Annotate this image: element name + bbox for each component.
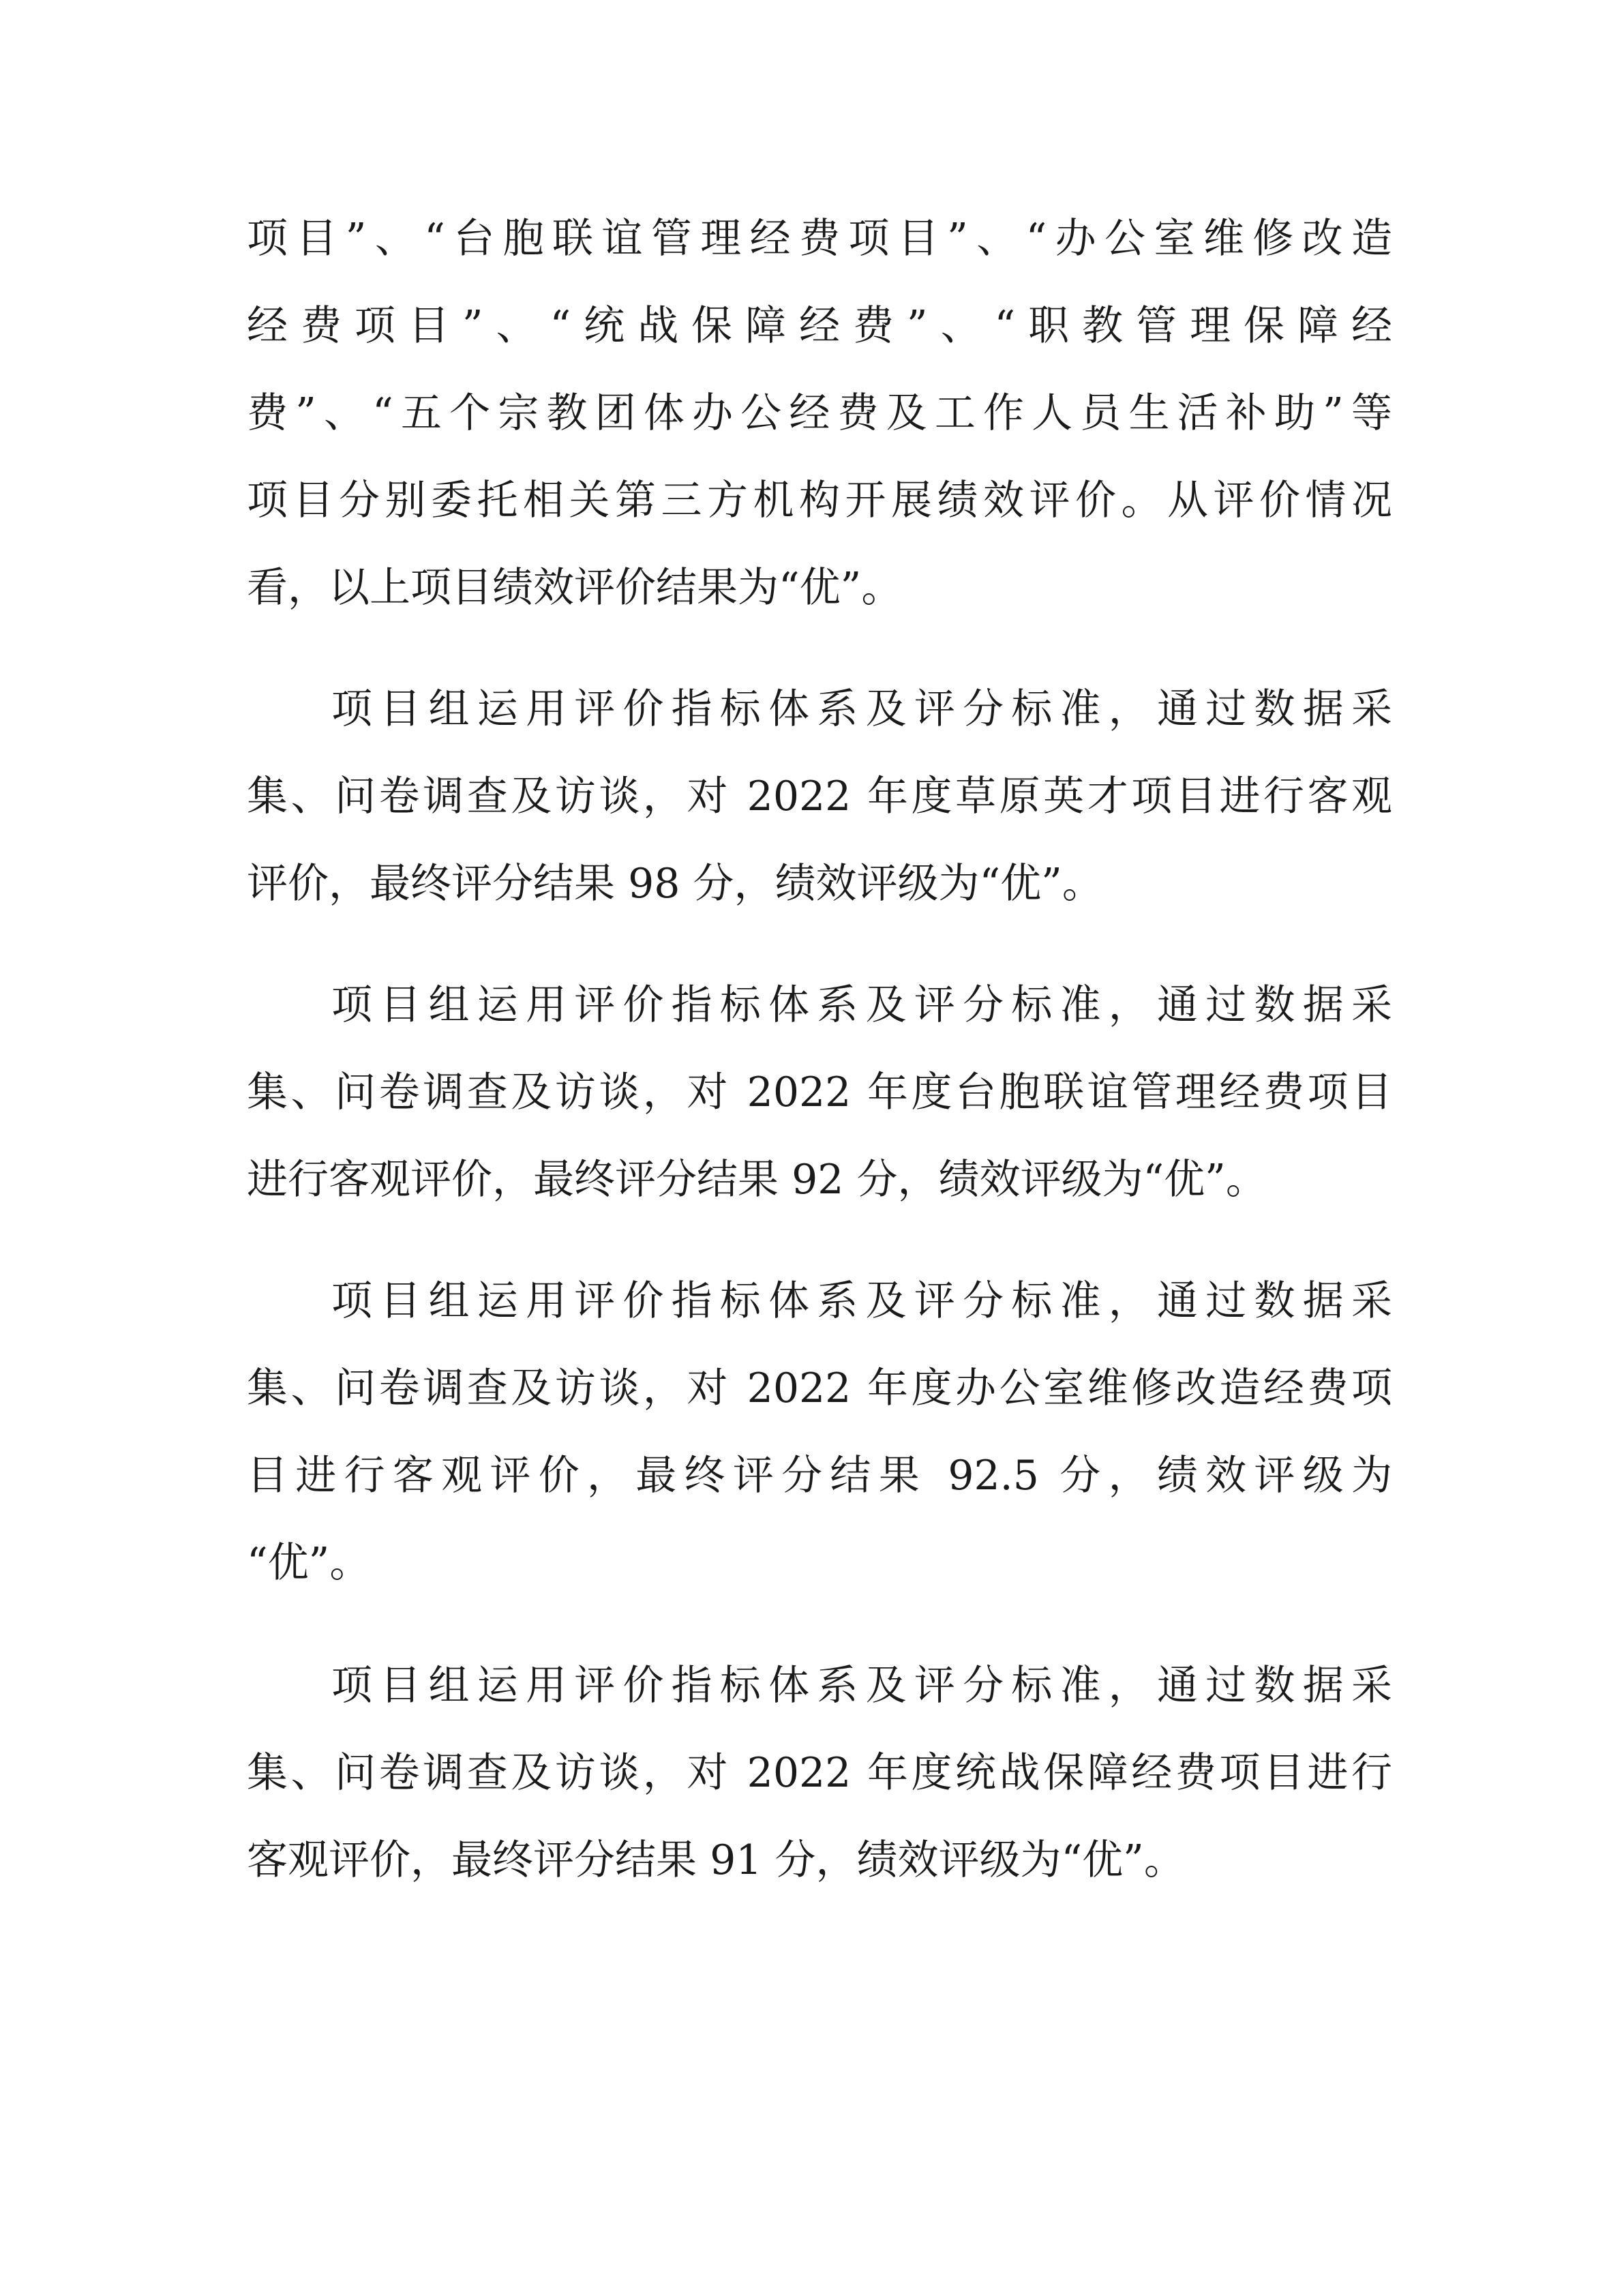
paragraph-5-line-1: 项目组运用评价指标体系及评分标准，通过数据采 [331, 1662, 1392, 1710]
paragraph-1-line-5: 看，以上项目绩效评价结果为“优”。 [247, 564, 903, 612]
paragraph-3-line-1: 项目组运用评价指标体系及评分标准，通过数据采 [331, 981, 1392, 1029]
paragraph-4-line-4: “优”。 [247, 1539, 371, 1587]
paragraph-1-line-4: 项目分别委托相关第三方机构开展绩效评价。从评价情况 [247, 477, 1392, 524]
paragraph-4-line-2: 集、问卷调查及访谈，对 2022 年度办公室维修改造经费项 [247, 1365, 1392, 1412]
paragraph-5-line-3: 客观评价，最终评分结果 91 分，绩效评级为“优”。 [247, 1836, 1185, 1884]
paragraph-4-line-3: 目进行客观评价，最终评分结果 92.5 分，绩效评级为 [247, 1452, 1392, 1500]
paragraph-1-line-3: 费”、“五个宗教团体办公经费及工作人员生活补助”等 [247, 389, 1392, 437]
paragraph-3-line-2: 集、问卷调查及访谈，对 2022 年度台胞联谊管理经费项目 [247, 1069, 1392, 1116]
paragraph-2-line-2: 集、问卷调查及访谈，对 2022 年度草原英才项目进行客观 [247, 773, 1392, 820]
paragraph-2-line-1: 项目组运用评价指标体系及评分标准，通过数据采 [331, 685, 1392, 733]
paragraph-1-line-1: 项目”、“台胞联谊管理经费项目”、“办公室维修改造 [247, 215, 1392, 263]
paragraph-2-line-3: 评价，最终评分结果 98 分，绩效评级为“优”。 [247, 860, 1103, 908]
paragraph-5-line-2: 集、问卷调查及访谈，对 2022 年度统战保障经费项目进行 [247, 1749, 1392, 1797]
paragraph-4-line-1: 项目组运用评价指标体系及评分标准，通过数据采 [331, 1277, 1392, 1325]
paragraph-1-line-2: 经费项目”、“统战保障经费”、“职教管理保障经 [247, 302, 1392, 350]
paragraph-3-line-3: 进行客观评价，最终评分结果 92 分，绩效评级为“优”。 [247, 1156, 1267, 1204]
